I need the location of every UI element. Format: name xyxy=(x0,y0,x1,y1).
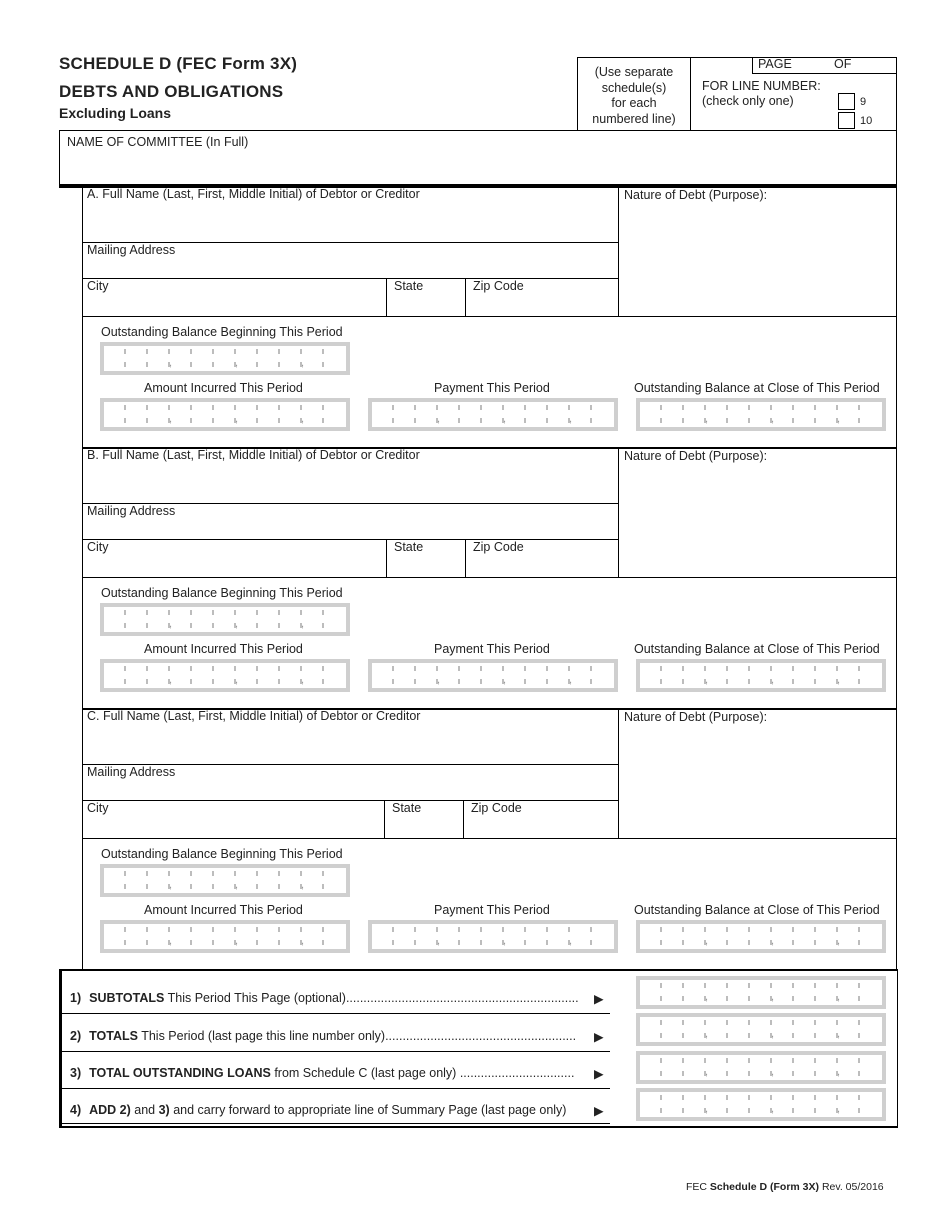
arrow-icon: ▶ xyxy=(594,1104,604,1118)
totals-row-4: 4) ADD 2) and 3) and carry forward to appropriate line of Summary Page (last page only) xyxy=(70,1103,567,1117)
city-field[interactable] xyxy=(83,540,386,577)
balance-begin-label: Outstanding Balance Beginning This Period xyxy=(101,586,343,600)
payment-amount[interactable]: , , , xyxy=(368,398,618,431)
form-heading: DEBTS AND OBLIGATIONS xyxy=(59,82,284,101)
balance-close-amount[interactable]: , , , xyxy=(636,398,886,431)
form-footer: FEC Schedule D (Form 3X) Rev. 05/2016 xyxy=(686,1181,884,1193)
city-label: City xyxy=(87,279,109,293)
check-only-one-label: (check only one) xyxy=(702,94,794,108)
balance-close-amount[interactable]: , , , xyxy=(636,659,886,692)
arrow-icon: ▶ xyxy=(594,1067,604,1081)
balance-close-label: Outstanding Balance at Close of This Period xyxy=(634,642,880,656)
balance-close-label: Outstanding Balance at Close of This Period xyxy=(634,903,880,917)
payment-label: Payment This Period xyxy=(434,903,550,917)
payment-label: Payment This Period xyxy=(434,381,550,395)
zip-code-label: Zip Code xyxy=(473,279,524,293)
mailing-address-label: Mailing Address xyxy=(87,504,176,518)
city-field[interactable] xyxy=(83,801,384,838)
amount-incurred-label: Amount Incurred This Period xyxy=(144,903,303,917)
amount-incurred-label: Amount Incurred This Period xyxy=(144,642,303,656)
totals-amount-4[interactable]: , , , xyxy=(636,1088,886,1121)
amount-incurred-amount[interactable]: , , , xyxy=(100,398,350,431)
use-separate-note: (Use separate schedule(s) for each numbered line) xyxy=(592,65,676,126)
payment-amount[interactable]: , , , xyxy=(368,659,618,692)
city-label: City xyxy=(87,540,109,554)
zip-code-label: Zip Code xyxy=(473,540,524,554)
amount-incurred-amount[interactable]: , , , xyxy=(100,920,350,953)
state-label: State xyxy=(394,540,424,554)
page-label: PAGE xyxy=(758,57,792,71)
line-10-checkbox[interactable] xyxy=(838,112,855,129)
line-10-label: 10 xyxy=(860,115,873,127)
nature-of-debt-field[interactable] xyxy=(619,710,896,838)
form-title: SCHEDULE D (FEC Form 3X) xyxy=(59,54,298,73)
full-name-label: A. Full Name (Last, First, Middle Initial) of Debtor or Creditor xyxy=(87,187,420,201)
balance-close-amount[interactable]: , , , xyxy=(636,920,886,953)
state-label: State xyxy=(394,279,424,293)
nature-of-debt-field[interactable] xyxy=(619,188,896,316)
totals-row-2: 2) TOTALS This Period (last page this line number only)....................................................... xyxy=(70,1029,577,1043)
amount-incurred-label: Amount Incurred This Period xyxy=(144,381,303,395)
totals-row-3: 3) TOTAL OUTSTANDING LOANS from Schedule C (last page only) ................................. xyxy=(70,1066,575,1080)
of-label: OF xyxy=(834,57,852,71)
nature-of-debt-label: Nature of Debt (Purpose): xyxy=(624,188,768,202)
totals-amount-2[interactable]: , , , xyxy=(636,1013,886,1046)
nature-of-debt-label: Nature of Debt (Purpose): xyxy=(624,449,768,463)
form-subtitle: Excluding Loans xyxy=(59,105,172,121)
totals-amount-1[interactable]: , , , xyxy=(636,976,886,1009)
mailing-address-label: Mailing Address xyxy=(87,765,176,779)
arrow-icon: ▶ xyxy=(594,1030,604,1044)
payment-amount[interactable]: , , , xyxy=(368,920,618,953)
zip-code-label: Zip Code xyxy=(471,801,522,815)
amount-incurred-amount[interactable]: , , , xyxy=(100,659,350,692)
totals-amount-3[interactable]: , , , xyxy=(636,1051,886,1084)
city-field[interactable] xyxy=(83,279,386,316)
mailing-address-label: Mailing Address xyxy=(87,243,176,257)
full-name-label: C. Full Name (Last, First, Middle Initial) of Debtor or Creditor xyxy=(87,709,421,723)
balance-begin-label: Outstanding Balance Beginning This Period xyxy=(101,847,343,861)
balance-close-label: Outstanding Balance at Close of This Period xyxy=(634,381,880,395)
nature-of-debt-field[interactable] xyxy=(619,449,896,577)
payment-label: Payment This Period xyxy=(434,642,550,656)
state-label: State xyxy=(392,801,422,815)
balance-begin-amount[interactable]: , , , xyxy=(100,342,350,375)
full-name-label: B. Full Name (Last, First, Middle Initial) of Debtor or Creditor xyxy=(87,448,420,462)
committee-name-label: NAME OF COMMITTEE (In Full) xyxy=(67,135,249,149)
city-label: City xyxy=(87,801,109,815)
arrow-icon: ▶ xyxy=(594,992,604,1006)
balance-begin-label: Outstanding Balance Beginning This Period xyxy=(101,325,343,339)
line-9-label: 9 xyxy=(860,96,867,108)
line-9-checkbox[interactable] xyxy=(838,93,855,110)
totals-row-1: 1) SUBTOTALS This Period This Page (optional)................................................................... xyxy=(70,991,579,1005)
nature-of-debt-label: Nature of Debt (Purpose): xyxy=(624,710,768,724)
for-line-number-label: FOR LINE NUMBER: xyxy=(702,79,821,93)
balance-begin-amount[interactable]: , , , xyxy=(100,864,350,897)
balance-begin-amount[interactable]: , , , xyxy=(100,603,350,636)
